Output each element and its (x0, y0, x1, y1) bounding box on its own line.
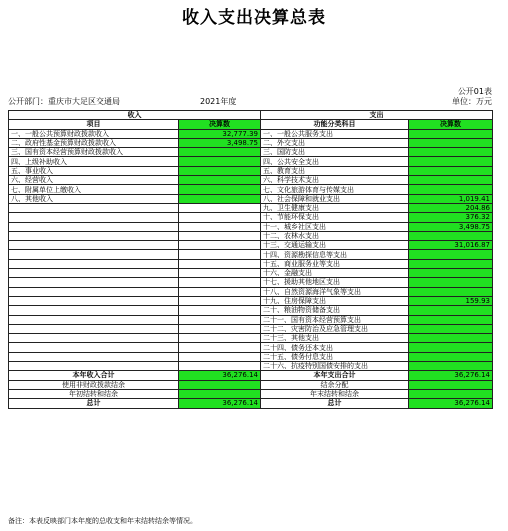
table-row (9, 231, 493, 240)
income-item-label: 四、上级补助收入 (9, 157, 179, 166)
expense-item-label: 二十三、其他支出 (261, 334, 409, 343)
income-item-value (179, 231, 261, 240)
income-item-label: 八、其他收入 (9, 194, 179, 203)
table-row (9, 241, 493, 250)
expense-item-value (409, 138, 493, 147)
income-item-value (179, 352, 261, 361)
expense-item-label: 十二、农林水支出 (261, 231, 409, 240)
department: 公开部门：重庆市大足区交通局 (8, 97, 120, 106)
income-item-value (179, 343, 261, 352)
income-summary-value (179, 389, 261, 398)
income-item-label (9, 352, 179, 361)
expense-item-value (409, 250, 493, 259)
section-header-row (9, 111, 493, 120)
income-item-value (179, 306, 261, 315)
table-row (9, 315, 493, 324)
income-item-label (9, 241, 179, 250)
income-item-value (179, 362, 261, 371)
form-number: 公开01表 (457, 87, 492, 96)
table-row (9, 250, 493, 259)
expense-summary-value: 36,276.14 (409, 371, 493, 380)
total-row (9, 371, 493, 380)
summary-table (8, 110, 493, 409)
income-item-value: 32,777.39 (179, 129, 261, 138)
income-item-label (9, 315, 179, 324)
income-item-value (179, 166, 261, 175)
expense-summary-label: 本年支出合计 (261, 371, 409, 380)
unit: 单位：万元 (452, 97, 492, 106)
expense-item-value (409, 343, 493, 352)
income-item-label: 六、经营收入 (9, 176, 179, 185)
table-row (9, 352, 493, 361)
expense-item-value: 3,498.75 (409, 222, 493, 231)
income-item-label (9, 306, 179, 315)
expense-item-label: 十九、住房保障支出 (261, 296, 409, 305)
expense-item-value (409, 157, 493, 166)
table-row (9, 203, 493, 212)
expense-item-label: 十、节能环保支出 (261, 213, 409, 222)
expense-item-value: 204.86 (409, 203, 493, 212)
expense-amount-column-header: 决算数 (409, 120, 493, 129)
expense-item-label: 三、国防支出 (261, 148, 409, 157)
income-item-label: 二、政府性基金预算财政拨款收入 (9, 138, 179, 147)
income-item-value (179, 296, 261, 305)
expense-item-label: 二十五、债务付息支出 (261, 352, 409, 361)
table-row (9, 213, 493, 222)
income-item-value (179, 194, 261, 203)
expense-summary-label: 结余分配 (261, 380, 409, 389)
item-column-header: 项目 (9, 120, 179, 129)
expense-item-label: 二十四、债务还本支出 (261, 343, 409, 352)
income-item-value (179, 334, 261, 343)
expense-item-label: 二、外交支出 (261, 138, 409, 147)
income-item-label: 三、国有资本经营预算财政拨款收入 (9, 148, 179, 157)
expense-item-value (409, 315, 493, 324)
table-row (9, 157, 493, 166)
expense-item-value: 376.32 (409, 213, 493, 222)
expense-item-label: 十一、城乡社区支出 (261, 222, 409, 231)
table-row (9, 185, 493, 194)
expense-item-label: 九、卫生健康支出 (261, 203, 409, 212)
table-row (9, 176, 493, 185)
expense-item-value (409, 231, 493, 240)
table-row (9, 138, 493, 147)
income-item-label: 一、一般公共预算财政拨款收入 (9, 129, 179, 138)
income-item-label (9, 296, 179, 305)
table-row (9, 343, 493, 352)
expense-item-label: 十四、资源勘探信息等支出 (261, 250, 409, 259)
expense-item-value: 1,019.41 (409, 194, 493, 203)
balance-row (9, 389, 493, 398)
expense-item-value (409, 362, 493, 371)
table-row (9, 334, 493, 343)
income-item-value (179, 176, 261, 185)
income-item-value (179, 213, 261, 222)
table-row (9, 306, 493, 315)
income-summary-value: 36,276.14 (179, 399, 261, 408)
report-meta (8, 96, 492, 108)
expense-item-value (409, 306, 493, 315)
income-item-value (179, 324, 261, 333)
income-item-label: 七、附属单位上缴收入 (9, 185, 179, 194)
income-summary-value: 36,276.14 (179, 371, 261, 380)
income-item-value (179, 157, 261, 166)
income-item-value (179, 241, 261, 250)
expense-item-value (409, 278, 493, 287)
table-row (9, 222, 493, 231)
income-item-value (179, 269, 261, 278)
expense-item-label: 八、社会保障和就业支出 (261, 194, 409, 203)
expense-item-label: 一、一般公共服务支出 (261, 129, 409, 138)
report-title: 收入支出决算总表 (182, 8, 326, 28)
income-summary-label: 本年收入合计 (9, 371, 179, 380)
expense-summary-value: 36,276.14 (409, 399, 493, 408)
income-summary-label: 总计 (9, 399, 179, 408)
expense-summary-value (409, 389, 493, 398)
income-item-label (9, 259, 179, 268)
expense-item-value (409, 166, 493, 175)
income-item-label (9, 343, 179, 352)
expense-item-label: 五、教育支出 (261, 166, 409, 175)
table-row (9, 362, 493, 371)
footnote: 备注：本表反映部门本年度的总收支和年末结转结余等情况。 (8, 517, 197, 525)
expense-item-label: 二十、粮油物资储备支出 (261, 306, 409, 315)
income-item-label (9, 362, 179, 371)
reserve-row (9, 380, 493, 389)
income-item-value (179, 185, 261, 194)
table-row (9, 129, 493, 138)
expense-item-value (409, 185, 493, 194)
function-column-header: 功能分类科目 (261, 120, 409, 129)
income-item-label (9, 213, 179, 222)
table-row (9, 194, 493, 203)
income-item-value: 3,498.75 (179, 138, 261, 147)
expense-item-label: 二十一、国有资本经营预算支出 (261, 315, 409, 324)
table-row (9, 278, 493, 287)
income-item-label (9, 222, 179, 231)
expense-summary-value (409, 380, 493, 389)
expense-item-value (409, 352, 493, 361)
table-row (9, 148, 493, 157)
table-row (9, 259, 493, 268)
income-item-label (9, 250, 179, 259)
expense-item-label: 十六、金融支出 (261, 269, 409, 278)
income-item-value (179, 287, 261, 296)
income-item-value (179, 250, 261, 259)
table-row (9, 166, 493, 175)
expense-item-value (409, 129, 493, 138)
income-summary-value (179, 380, 261, 389)
expense-item-value (409, 334, 493, 343)
income-item-value (179, 259, 261, 268)
expense-section-header: 支出 (261, 111, 493, 120)
income-item-label (9, 269, 179, 278)
table-row (9, 324, 493, 333)
expense-item-label: 十三、交通运输支出 (261, 241, 409, 250)
expense-item-value: 31,016.87 (409, 241, 493, 250)
expense-item-value (409, 176, 493, 185)
expense-item-label: 十七、援助其他地区支出 (261, 278, 409, 287)
income-item-value (179, 315, 261, 324)
expense-item-value (409, 269, 493, 278)
income-item-value (179, 278, 261, 287)
income-item-label: 五、事业收入 (9, 166, 179, 175)
expense-item-label: 七、文化旅游体育与传媒支出 (261, 185, 409, 194)
expense-item-value: 159.93 (409, 296, 493, 305)
expense-item-value (409, 324, 493, 333)
expense-summary-label: 年末结转和结余 (261, 389, 409, 398)
income-summary-label: 使用非财政拨款结余 (9, 380, 179, 389)
income-item-value (179, 148, 261, 157)
table-row (9, 269, 493, 278)
expense-item-value (409, 148, 493, 157)
income-item-label (9, 231, 179, 240)
income-item-value (179, 203, 261, 212)
column-header-row (9, 120, 493, 129)
expense-item-label: 十八、自然资源海洋气象等支出 (261, 287, 409, 296)
expense-item-label: 六、科学技术支出 (261, 176, 409, 185)
expense-item-value (409, 287, 493, 296)
expense-item-label: 二十六、抗疫特别国债安排的支出 (261, 362, 409, 371)
table-row (9, 287, 493, 296)
income-item-label (9, 287, 179, 296)
income-item-label (9, 278, 179, 287)
expense-item-value (409, 259, 493, 268)
income-amount-column-header: 决算数 (179, 120, 261, 129)
fiscal-year: 2021年度 (200, 97, 237, 106)
expense-item-label: 二十二、灾害防治及应急管理支出 (261, 324, 409, 333)
income-item-label (9, 334, 179, 343)
expense-item-label: 四、公共安全支出 (261, 157, 409, 166)
expense-summary-label: 总计 (261, 399, 409, 408)
grand-total-row (9, 399, 493, 408)
income-item-label (9, 203, 179, 212)
expense-item-label: 十五、商业服务业等支出 (261, 259, 409, 268)
income-item-label (9, 324, 179, 333)
table-row (9, 296, 493, 305)
income-summary-label: 年初结转和结余 (9, 389, 179, 398)
income-section-header: 收入 (9, 111, 261, 120)
income-item-value (179, 222, 261, 231)
